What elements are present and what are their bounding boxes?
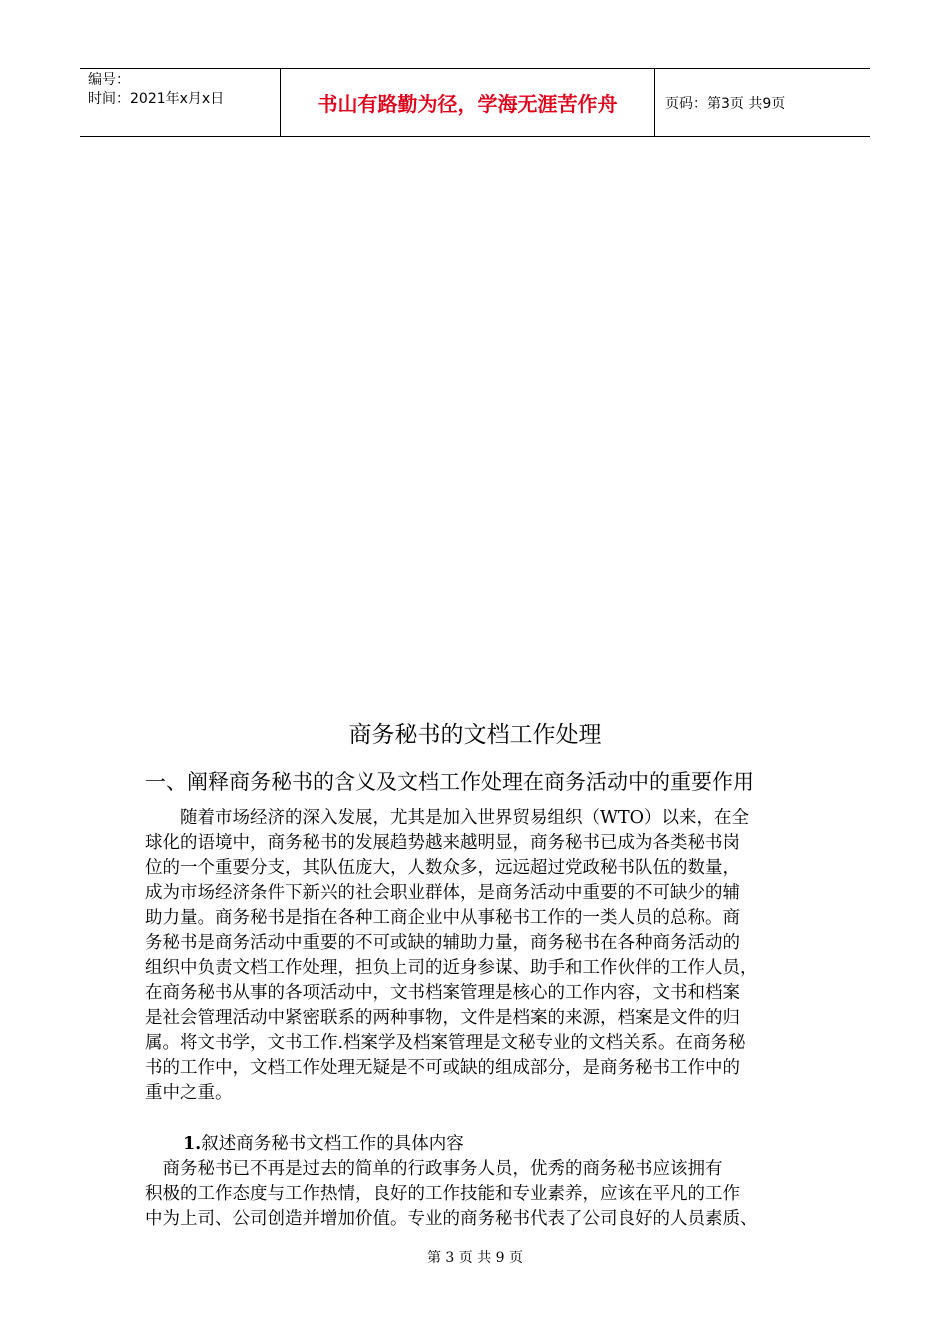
text-line: 助力量。商务秘书是指在各种工商企业中从事秘书工作的一类人员的总称。商 xyxy=(145,908,740,928)
text-line: 中为上司、公司创造并增加价值。专业的商务秘书代表了公司良好的人员素质、 xyxy=(145,1209,758,1229)
page-info: 页码：第3页 共9页 xyxy=(665,95,786,112)
section-heading: 一、阐释商务秘书的含义及文档工作处理在商务活动中的重要作用 xyxy=(145,770,754,794)
text-line: 成为市场经济条件下新兴的社会职业群体，是商务活动中重要的不可缺少的辅 xyxy=(145,883,740,903)
paragraph-1 xyxy=(145,806,805,1106)
subsection-number: 1. xyxy=(183,1134,202,1154)
text-line: 位的一个重要分支，其队伍庞大，人数众多，远远超过党政秘书队伍的数量， xyxy=(145,858,740,878)
text-line: 商务秘书已不再是过去的简单的行政事务人员，优秀的商务秘书应该拥有 xyxy=(145,1159,723,1179)
text-line: 属。将文书学，文书工作.档案学及档案管理是文秘专业的文档关系。在商务秘 xyxy=(145,1033,746,1053)
page-footer: 第 3 页 共 9 页 xyxy=(426,1250,524,1266)
text-line: 重中之重。 xyxy=(145,1083,233,1103)
text-line: 在商务秘书从事的各项活动中，文书档案管理是核心的工作内容，文书和档案 xyxy=(145,983,740,1003)
paragraph-2 xyxy=(145,1157,805,1232)
document-title: 商务秘书的文档工作处理 xyxy=(348,722,602,748)
text-line: 积极的工作态度与工作热情，良好的工作技能和专业素养，应该在平凡的工作 xyxy=(145,1184,740,1204)
subsection-title: 叙述商务秘书文档工作的具体内容 xyxy=(201,1134,464,1154)
header-meta-cell xyxy=(80,69,281,136)
text-line: 组织中负责文档工作处理，担负上司的近身参谋、助手和工作伙伴的工作人员， xyxy=(145,958,758,978)
motto: 书山有路勤为径，学海无涯苦作舟 xyxy=(281,69,655,136)
text-line: 书的工作中，文档工作处理无疑是不可或缺的组成部分，是商务秘书工作中的 xyxy=(145,1058,740,1078)
text-line: 是社会管理活动中紧密联系的两种事物，文件是档案的来源，档案是文件的归 xyxy=(145,1008,740,1028)
header-table xyxy=(80,68,870,137)
text-line: 务秘书是商务活动中重要的不可或缺的辅助力量，商务秘书在各种商务活动的 xyxy=(145,933,740,953)
text-line: 随着市场经济的深入发展，尤其是加入世界贸易组织（WTO）以来，在全 xyxy=(145,808,750,828)
text-line: 球化的语境中，商务秘书的发展趋势越来越明显，商务秘书已成为各类秘书岗 xyxy=(145,833,740,853)
subsection-heading xyxy=(183,1130,464,1155)
number-label: 编号： xyxy=(88,72,130,88)
time-label: 时间：2021年x月x日 xyxy=(88,91,225,107)
